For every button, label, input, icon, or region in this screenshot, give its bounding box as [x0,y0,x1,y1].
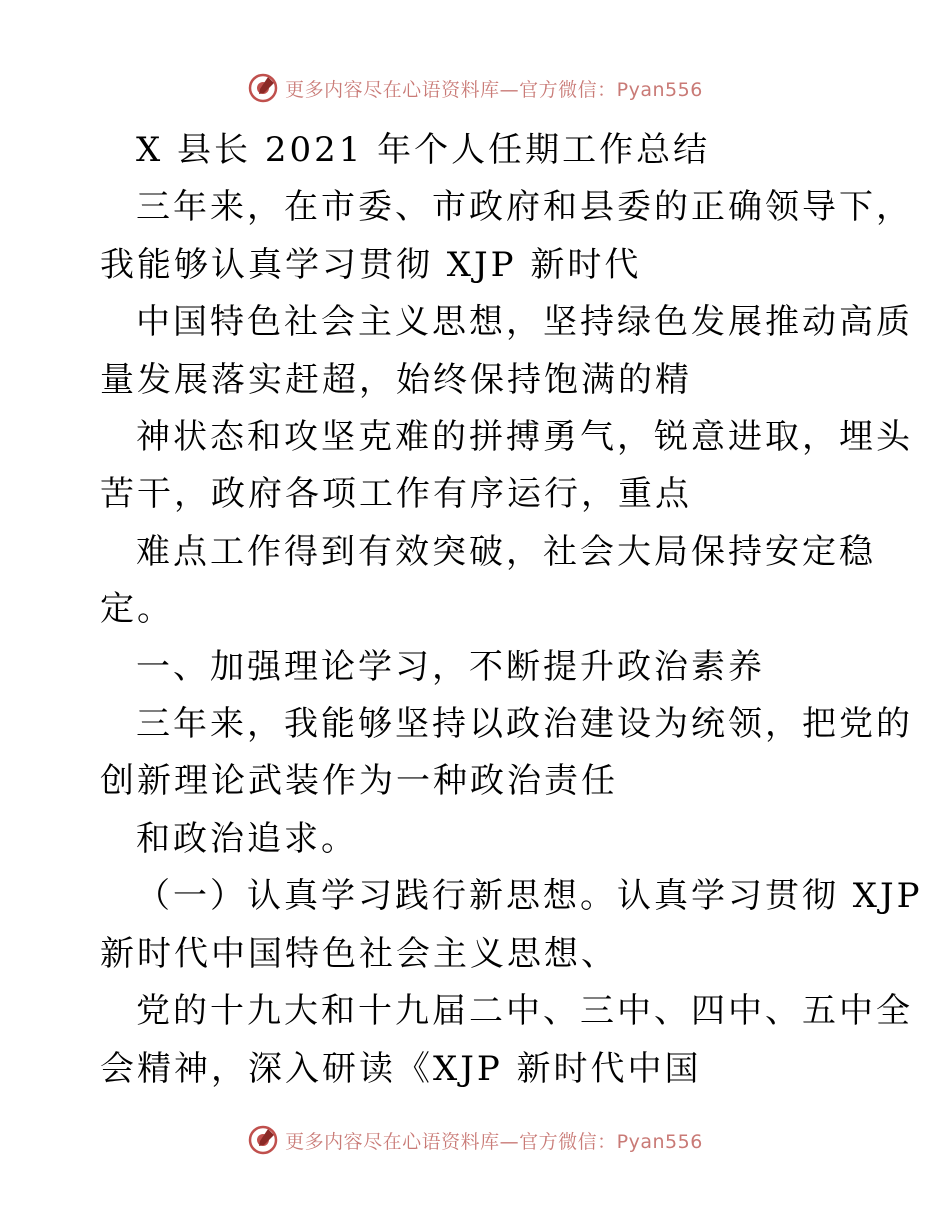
text-line: 三年来，在市委、市政府和县委的正确领导下， [136,187,913,228]
document-title: X 县长 2021 年个人任期工作总结 [136,130,711,170]
watermark-banner-bottom [0,1120,950,1160]
subsection-line: （一）认真学习践行新思想。认真学习贯彻 XJP [136,876,923,917]
text-line: 三年来，我能够坚持以政治建设为统领，把党的 [136,704,913,745]
document-body [100,122,923,1098]
text-line: 党的十九大和十九届二中、三中、四中、五中全 [136,991,913,1032]
text-line: 定。 [100,589,174,630]
text-line: 中国特色社会主义思想，坚持绿色发展推动高质 [136,302,913,343]
text-line: 难点工作得到有效突破，社会大局保持安定稳 [136,531,876,572]
pen-logo-icon [247,72,279,104]
watermark-text: 更多内容尽在心语资料库—官方微信：Pyan556 [285,78,703,101]
section-heading: 一、加强理论学习，不断提升政治素养 [136,646,765,687]
text-line: 和政治追求。 [136,818,358,859]
pen-logo-icon [247,1124,279,1156]
text-line: 苦干，政府各项工作有序运行，重点 [100,474,692,515]
text-line: 创新理论武装作为一种政治责任 [100,761,618,802]
text-line: 神状态和攻坚克难的拼搏勇气，锐意进取，埋头 [136,417,913,458]
text-line: 会精神，深入研读《XJP 新时代中国 [100,1048,702,1089]
watermark-banner-top [0,68,950,108]
text-line: 我能够认真学习贯彻 XJP 新时代 [100,244,642,285]
text-line: 新时代中国特色社会主义思想、 [100,933,618,974]
text-line: 量发展落实赶超，始终保持饱满的精 [100,359,692,400]
watermark-text: 更多内容尽在心语资料库—官方微信：Pyan556 [285,1130,703,1153]
